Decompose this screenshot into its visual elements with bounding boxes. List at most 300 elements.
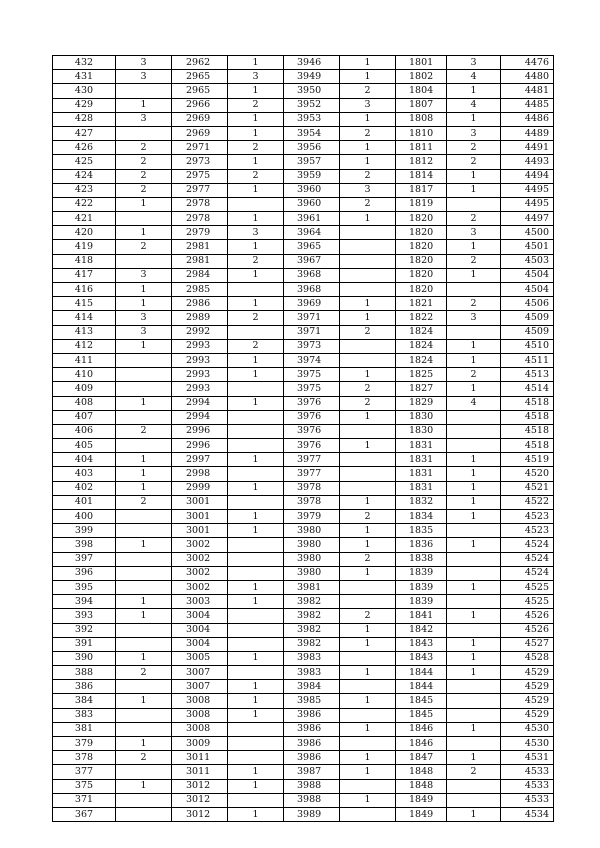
table-cell: 2 bbox=[116, 183, 172, 197]
table-cell: 391 bbox=[53, 637, 116, 651]
table-cell bbox=[340, 339, 396, 353]
table-row bbox=[53, 779, 554, 793]
table-cell bbox=[116, 212, 172, 226]
table-cell: 1 bbox=[228, 268, 284, 282]
table-cell: 1830 bbox=[396, 424, 447, 438]
table-cell: 1 bbox=[447, 538, 501, 552]
table-cell: 3954 bbox=[284, 126, 340, 140]
table-cell: 2 bbox=[116, 666, 172, 680]
table-cell: 427 bbox=[53, 126, 116, 140]
table-cell: 2 bbox=[116, 495, 172, 509]
table-cell: 1 bbox=[228, 481, 284, 495]
table-cell: 1 bbox=[116, 226, 172, 240]
table-cell bbox=[447, 566, 501, 580]
table-cell: 1 bbox=[228, 396, 284, 410]
table-cell: 3 bbox=[116, 112, 172, 126]
table-cell: 3971 bbox=[284, 311, 340, 325]
table-cell: 1 bbox=[116, 609, 172, 623]
table-cell bbox=[228, 637, 284, 651]
table-cell: 1814 bbox=[396, 169, 447, 183]
table-cell: 2 bbox=[447, 155, 501, 169]
table-row bbox=[53, 737, 554, 751]
table-cell: 431 bbox=[53, 70, 116, 84]
table-row bbox=[53, 651, 554, 665]
table-cell: 3012 bbox=[172, 793, 228, 807]
table-cell: 3 bbox=[447, 226, 501, 240]
table-cell bbox=[116, 510, 172, 524]
table-cell: 3003 bbox=[172, 595, 228, 609]
table-row bbox=[53, 141, 554, 155]
table-row bbox=[53, 708, 554, 722]
table-cell: 1 bbox=[340, 56, 396, 70]
table-row bbox=[53, 439, 554, 453]
table-cell: 405 bbox=[53, 439, 116, 453]
table-cell: 2989 bbox=[172, 311, 228, 325]
table-cell: 1 bbox=[228, 680, 284, 694]
table-cell: 4526 bbox=[501, 609, 554, 623]
table-cell: 1 bbox=[340, 410, 396, 424]
table-cell: 1849 bbox=[396, 807, 447, 821]
table-cell bbox=[340, 481, 396, 495]
table-cell: 4510 bbox=[501, 339, 554, 353]
table-cell bbox=[116, 722, 172, 736]
table-row bbox=[53, 183, 554, 197]
table-cell: 3001 bbox=[172, 524, 228, 538]
table-cell: 383 bbox=[53, 708, 116, 722]
table-cell: 3002 bbox=[172, 538, 228, 552]
table-cell: 379 bbox=[53, 737, 116, 751]
table-cell: 1 bbox=[228, 453, 284, 467]
table-cell: 3980 bbox=[284, 538, 340, 552]
table-cell: 1820 bbox=[396, 240, 447, 254]
table-cell: 3957 bbox=[284, 155, 340, 169]
table-cell: 3961 bbox=[284, 212, 340, 226]
table-cell: 1811 bbox=[396, 141, 447, 155]
table-row bbox=[53, 722, 554, 736]
table-cell: 4493 bbox=[501, 155, 554, 169]
table-cell bbox=[228, 439, 284, 453]
table-cell: 4533 bbox=[501, 765, 554, 779]
table-row bbox=[53, 453, 554, 467]
table-cell: 419 bbox=[53, 240, 116, 254]
table-cell: 2 bbox=[447, 297, 501, 311]
table-cell: 4494 bbox=[501, 169, 554, 183]
table-cell: 2985 bbox=[172, 283, 228, 297]
table-cell: 1 bbox=[340, 368, 396, 382]
table-row bbox=[53, 226, 554, 240]
table-cell: 2998 bbox=[172, 467, 228, 481]
table-cell: 3 bbox=[228, 70, 284, 84]
table-cell: 1 bbox=[228, 807, 284, 821]
table-cell: 4503 bbox=[501, 254, 554, 268]
table-cell: 1 bbox=[340, 495, 396, 509]
table-cell: 4486 bbox=[501, 112, 554, 126]
table-cell: 1 bbox=[228, 694, 284, 708]
table-cell: 1 bbox=[447, 339, 501, 353]
table-cell: 3986 bbox=[284, 737, 340, 751]
table-cell: 2 bbox=[447, 368, 501, 382]
table-cell: 4518 bbox=[501, 410, 554, 424]
table-cell: 1832 bbox=[396, 495, 447, 509]
table-cell: 3004 bbox=[172, 637, 228, 651]
table-cell bbox=[116, 566, 172, 580]
table-cell: 2 bbox=[116, 751, 172, 765]
table-cell: 1 bbox=[228, 183, 284, 197]
table-cell bbox=[228, 424, 284, 438]
table-cell: 1843 bbox=[396, 651, 447, 665]
table-cell bbox=[340, 226, 396, 240]
table-row bbox=[53, 396, 554, 410]
table-cell bbox=[447, 325, 501, 339]
table-cell: 1843 bbox=[396, 637, 447, 651]
table-cell: 1 bbox=[447, 495, 501, 509]
table-cell: 3977 bbox=[284, 467, 340, 481]
table-cell: 4519 bbox=[501, 453, 554, 467]
table-cell: 2965 bbox=[172, 84, 228, 98]
table-cell: 1 bbox=[340, 637, 396, 651]
table-cell: 1824 bbox=[396, 339, 447, 353]
table-cell: 400 bbox=[53, 510, 116, 524]
table-cell: 1847 bbox=[396, 751, 447, 765]
table-cell bbox=[116, 84, 172, 98]
table-cell: 1 bbox=[447, 751, 501, 765]
table-cell: 378 bbox=[53, 751, 116, 765]
table-cell: 1 bbox=[228, 297, 284, 311]
table-cell: 4527 bbox=[501, 637, 554, 651]
table-cell: 3002 bbox=[172, 552, 228, 566]
table-cell bbox=[228, 495, 284, 509]
table-cell: 386 bbox=[53, 680, 116, 694]
table-cell: 1807 bbox=[396, 98, 447, 112]
table-cell bbox=[340, 595, 396, 609]
table-cell bbox=[228, 325, 284, 339]
table-cell: 1820 bbox=[396, 268, 447, 282]
table-cell: 1831 bbox=[396, 439, 447, 453]
table-cell: 1 bbox=[116, 98, 172, 112]
table-cell: 4523 bbox=[501, 524, 554, 538]
table-cell: 2 bbox=[340, 126, 396, 140]
table-cell bbox=[228, 283, 284, 297]
table-cell: 1 bbox=[116, 595, 172, 609]
table-cell: 4524 bbox=[501, 566, 554, 580]
table-cell: 3960 bbox=[284, 197, 340, 211]
table-row bbox=[53, 807, 554, 821]
table-cell: 1829 bbox=[396, 396, 447, 410]
table-row bbox=[53, 112, 554, 126]
table-cell: 1845 bbox=[396, 694, 447, 708]
table-cell: 2997 bbox=[172, 453, 228, 467]
table-cell: 3012 bbox=[172, 779, 228, 793]
table-cell: 3967 bbox=[284, 254, 340, 268]
table-cell: 1 bbox=[340, 538, 396, 552]
table-cell: 3007 bbox=[172, 680, 228, 694]
table-cell: 1844 bbox=[396, 680, 447, 694]
table-cell: 3 bbox=[447, 126, 501, 140]
table-cell: 3002 bbox=[172, 566, 228, 580]
table-cell: 4485 bbox=[501, 98, 554, 112]
table-row bbox=[53, 169, 554, 183]
table-cell: 408 bbox=[53, 396, 116, 410]
table-cell: 4523 bbox=[501, 510, 554, 524]
table-cell bbox=[340, 268, 396, 282]
table-cell: 3988 bbox=[284, 779, 340, 793]
table-cell: 1841 bbox=[396, 609, 447, 623]
table-cell: 1 bbox=[447, 666, 501, 680]
table-cell: 3 bbox=[116, 268, 172, 282]
table-cell: 1845 bbox=[396, 708, 447, 722]
table-cell: 2 bbox=[447, 212, 501, 226]
table-cell: 390 bbox=[53, 651, 116, 665]
table-cell: 377 bbox=[53, 765, 116, 779]
table-cell: 1 bbox=[340, 666, 396, 680]
table-cell: 4514 bbox=[501, 382, 554, 396]
table-cell: 1801 bbox=[396, 56, 447, 70]
table-cell: 2 bbox=[340, 396, 396, 410]
table-row bbox=[53, 368, 554, 382]
table-cell: 3946 bbox=[284, 56, 340, 70]
table-cell: 1 bbox=[447, 382, 501, 396]
table-cell: 1 bbox=[340, 694, 396, 708]
table-row bbox=[53, 481, 554, 495]
table-cell: 3007 bbox=[172, 666, 228, 680]
table-cell: 4476 bbox=[501, 56, 554, 70]
table-cell: 1 bbox=[447, 453, 501, 467]
table-cell bbox=[116, 580, 172, 594]
table-cell bbox=[116, 368, 172, 382]
table-cell: 1 bbox=[116, 538, 172, 552]
table-cell: 3008 bbox=[172, 694, 228, 708]
table-cell: 2993 bbox=[172, 339, 228, 353]
table-cell: 1822 bbox=[396, 311, 447, 325]
table-row bbox=[53, 637, 554, 651]
table-cell bbox=[447, 708, 501, 722]
score-table-sheet bbox=[52, 55, 554, 822]
table-cell: 3008 bbox=[172, 708, 228, 722]
table-cell bbox=[340, 424, 396, 438]
table-cell: 1842 bbox=[396, 623, 447, 637]
table-cell: 4529 bbox=[501, 666, 554, 680]
table-cell: 3981 bbox=[284, 580, 340, 594]
table-cell: 3980 bbox=[284, 524, 340, 538]
table-cell: 4 bbox=[447, 98, 501, 112]
table-cell: 1802 bbox=[396, 70, 447, 84]
table-cell: 3969 bbox=[284, 297, 340, 311]
table-cell bbox=[447, 779, 501, 793]
table-cell: 4529 bbox=[501, 708, 554, 722]
table-cell: 2994 bbox=[172, 410, 228, 424]
score-distribution-table bbox=[52, 55, 554, 822]
table-cell: 1835 bbox=[396, 524, 447, 538]
table-cell: 409 bbox=[53, 382, 116, 396]
table-cell: 1 bbox=[116, 339, 172, 353]
table-cell: 4513 bbox=[501, 368, 554, 382]
table-cell: 1 bbox=[447, 268, 501, 282]
table-cell: 1 bbox=[447, 580, 501, 594]
table-cell: 3001 bbox=[172, 510, 228, 524]
table-cell: 3975 bbox=[284, 382, 340, 396]
table-cell: 3 bbox=[116, 311, 172, 325]
table-cell bbox=[447, 524, 501, 538]
table-row bbox=[53, 524, 554, 538]
table-cell bbox=[340, 283, 396, 297]
table-row bbox=[53, 311, 554, 325]
table-cell: 1 bbox=[228, 580, 284, 594]
table-cell: 1 bbox=[228, 112, 284, 126]
table-cell: 1 bbox=[228, 126, 284, 140]
table-row bbox=[53, 566, 554, 580]
table-cell: 423 bbox=[53, 183, 116, 197]
table-cell: 3005 bbox=[172, 651, 228, 665]
table-cell: 4500 bbox=[501, 226, 554, 240]
table-cell: 4511 bbox=[501, 353, 554, 367]
table-cell: 1 bbox=[340, 751, 396, 765]
table-cell: 4524 bbox=[501, 552, 554, 566]
table-cell: 1827 bbox=[396, 382, 447, 396]
table-cell: 2993 bbox=[172, 382, 228, 396]
table-cell: 2966 bbox=[172, 98, 228, 112]
table-row bbox=[53, 609, 554, 623]
table-cell bbox=[228, 410, 284, 424]
table-cell: 1 bbox=[228, 765, 284, 779]
table-cell: 3964 bbox=[284, 226, 340, 240]
table-row bbox=[53, 694, 554, 708]
table-cell: 3949 bbox=[284, 70, 340, 84]
table-cell: 1 bbox=[447, 84, 501, 98]
table-row bbox=[53, 84, 554, 98]
table-cell: 416 bbox=[53, 283, 116, 297]
table-cell: 1 bbox=[228, 212, 284, 226]
table-cell: 3 bbox=[340, 98, 396, 112]
table-cell: 393 bbox=[53, 609, 116, 623]
table-row bbox=[53, 339, 554, 353]
table-cell: 4522 bbox=[501, 495, 554, 509]
table-cell: 395 bbox=[53, 580, 116, 594]
table-cell: 3980 bbox=[284, 552, 340, 566]
table-cell: 4531 bbox=[501, 751, 554, 765]
table-cell: 3965 bbox=[284, 240, 340, 254]
table-cell bbox=[228, 467, 284, 481]
table-cell: 1 bbox=[447, 651, 501, 665]
table-cell bbox=[228, 609, 284, 623]
table-cell: 3982 bbox=[284, 623, 340, 637]
table-cell: 1 bbox=[116, 481, 172, 495]
table-cell: 4530 bbox=[501, 722, 554, 736]
table-cell: 3960 bbox=[284, 183, 340, 197]
table-cell: 3982 bbox=[284, 609, 340, 623]
table-cell bbox=[340, 737, 396, 751]
table-row bbox=[53, 155, 554, 169]
table-cell: 1 bbox=[228, 84, 284, 98]
table-cell bbox=[340, 807, 396, 821]
table-cell: 1 bbox=[116, 297, 172, 311]
table-cell bbox=[116, 793, 172, 807]
table-cell: 1 bbox=[447, 807, 501, 821]
table-cell: 2 bbox=[228, 339, 284, 353]
table-cell: 429 bbox=[53, 98, 116, 112]
table-cell bbox=[228, 623, 284, 637]
table-cell bbox=[340, 680, 396, 694]
table-cell: 3968 bbox=[284, 268, 340, 282]
table-cell bbox=[340, 240, 396, 254]
table-cell bbox=[228, 566, 284, 580]
table-cell: 3987 bbox=[284, 765, 340, 779]
table-row bbox=[53, 70, 554, 84]
table-cell: 3980 bbox=[284, 566, 340, 580]
table-cell: 418 bbox=[53, 254, 116, 268]
table-cell: 2996 bbox=[172, 424, 228, 438]
table-cell: 2999 bbox=[172, 481, 228, 495]
table-cell: 3982 bbox=[284, 595, 340, 609]
table-cell bbox=[116, 765, 172, 779]
table-row bbox=[53, 765, 554, 779]
table-cell: 2978 bbox=[172, 212, 228, 226]
table-cell: 4533 bbox=[501, 793, 554, 807]
table-cell: 402 bbox=[53, 481, 116, 495]
table-cell: 1 bbox=[340, 623, 396, 637]
table-cell: 2 bbox=[340, 382, 396, 396]
table-row bbox=[53, 212, 554, 226]
table-cell: 2 bbox=[340, 609, 396, 623]
table-cell: 412 bbox=[53, 339, 116, 353]
table-cell bbox=[447, 424, 501, 438]
table-cell: 1819 bbox=[396, 197, 447, 211]
table-cell: 1 bbox=[340, 439, 396, 453]
table-cell: 1 bbox=[228, 56, 284, 70]
table-cell: 4530 bbox=[501, 737, 554, 751]
table-cell: 1 bbox=[116, 283, 172, 297]
table-cell: 2993 bbox=[172, 368, 228, 382]
table-cell: 3976 bbox=[284, 424, 340, 438]
table-cell: 388 bbox=[53, 666, 116, 680]
table-cell: 2994 bbox=[172, 396, 228, 410]
table-cell: 1 bbox=[116, 651, 172, 665]
table-cell bbox=[447, 197, 501, 211]
table-cell bbox=[116, 807, 172, 821]
table-cell: 2984 bbox=[172, 268, 228, 282]
table-cell: 3953 bbox=[284, 112, 340, 126]
table-cell: 4489 bbox=[501, 126, 554, 140]
table-cell: 3009 bbox=[172, 737, 228, 751]
table-cell: 1 bbox=[228, 368, 284, 382]
table-cell bbox=[340, 254, 396, 268]
table-cell: 1 bbox=[228, 779, 284, 793]
table-cell: 1 bbox=[116, 779, 172, 793]
table-cell bbox=[116, 439, 172, 453]
table-cell: 2 bbox=[228, 254, 284, 268]
table-cell: 2 bbox=[116, 424, 172, 438]
table-cell: 375 bbox=[53, 779, 116, 793]
table-cell: 2981 bbox=[172, 240, 228, 254]
table-cell: 2 bbox=[340, 197, 396, 211]
table-row bbox=[53, 595, 554, 609]
table-cell: 396 bbox=[53, 566, 116, 580]
table-cell: 1 bbox=[340, 155, 396, 169]
table-cell bbox=[447, 623, 501, 637]
table-cell: 3975 bbox=[284, 368, 340, 382]
table-cell: 1844 bbox=[396, 666, 447, 680]
table-cell bbox=[116, 254, 172, 268]
table-cell: 1 bbox=[447, 169, 501, 183]
table-cell: 3988 bbox=[284, 793, 340, 807]
table-cell: 1 bbox=[116, 396, 172, 410]
table-cell: 1836 bbox=[396, 538, 447, 552]
table-cell: 2986 bbox=[172, 297, 228, 311]
table-cell: 4491 bbox=[501, 141, 554, 155]
table-cell: 426 bbox=[53, 141, 116, 155]
table-cell bbox=[340, 580, 396, 594]
table-cell: 2969 bbox=[172, 112, 228, 126]
table-cell: 1834 bbox=[396, 510, 447, 524]
